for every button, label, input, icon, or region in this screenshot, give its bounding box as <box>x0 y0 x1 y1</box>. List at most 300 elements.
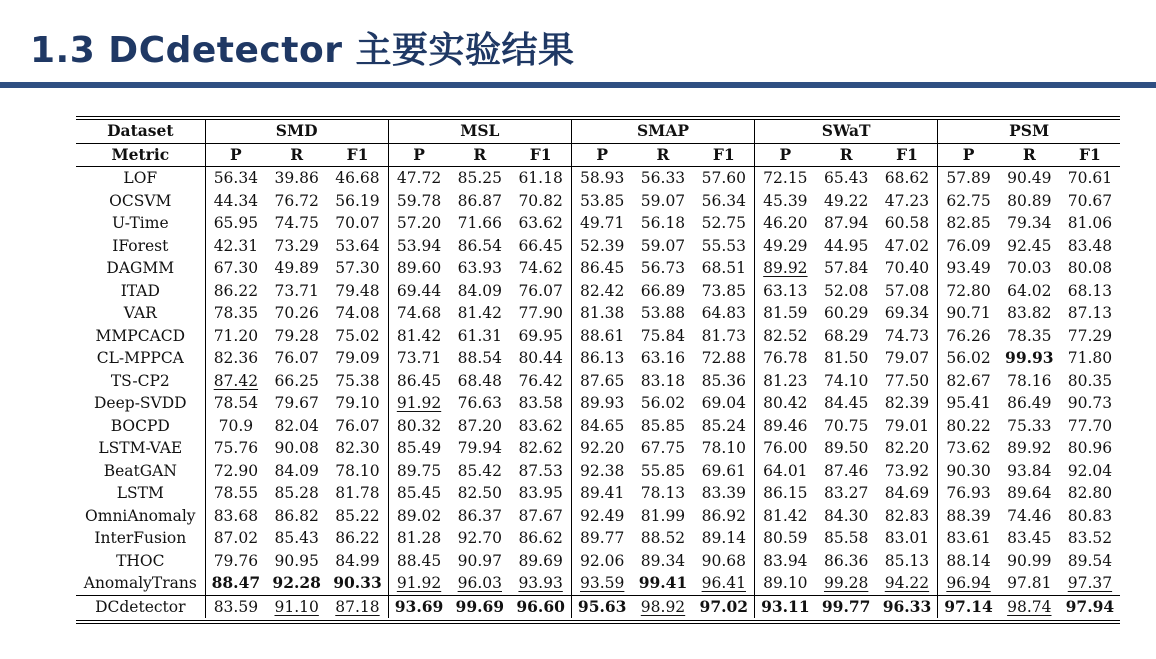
metric-value <box>877 550 938 573</box>
metric-value <box>694 437 755 460</box>
metric-value-text: 63.93 <box>457 259 502 278</box>
metric-value-text: 73.92 <box>884 461 930 480</box>
metric-value <box>327 505 388 528</box>
metric-value <box>694 167 755 190</box>
metric-value-text: 98.74 <box>1007 597 1052 616</box>
metric-value-text: 92.70 <box>457 529 502 548</box>
metric-r: R <box>999 143 1060 167</box>
metric-value <box>999 415 1060 438</box>
metric-value-text: 92.49 <box>580 506 625 525</box>
metric-value <box>755 572 816 595</box>
metric-value <box>449 482 510 505</box>
metric-value-text: 76.78 <box>763 349 808 368</box>
metric-value-text: 52.08 <box>823 281 869 300</box>
metric-value <box>327 370 388 393</box>
metric-value <box>1060 392 1120 415</box>
metric-value <box>877 167 938 190</box>
metric-value <box>510 325 571 348</box>
metric-value-text: 89.02 <box>396 506 442 525</box>
metric-value-text: 82.36 <box>213 349 259 368</box>
model-name: InterFusion <box>94 529 187 548</box>
metric-value-text: 93.59 <box>580 574 625 593</box>
metric-value <box>1060 527 1120 550</box>
metric-value-text: 82.83 <box>884 506 930 525</box>
metric-value-text: 84.69 <box>884 484 930 503</box>
metric-value <box>632 347 693 370</box>
metric-value-text: 87.67 <box>518 506 563 525</box>
metric-value <box>694 460 755 483</box>
table-row <box>76 482 1120 505</box>
table-row <box>76 460 1120 483</box>
metric-value <box>449 437 510 460</box>
metric-value <box>266 550 327 573</box>
metric-value <box>571 212 632 235</box>
metric-value <box>755 167 816 190</box>
metric-value-text: 83.48 <box>1067 236 1113 255</box>
metric-value <box>755 280 816 303</box>
metric-value-text: 52.75 <box>701 214 746 233</box>
metric-value <box>632 595 693 618</box>
metric-value <box>205 527 266 550</box>
metric-value <box>266 437 327 460</box>
metric-value-text: 86.87 <box>457 191 502 210</box>
metric-value-text: 57.60 <box>701 169 746 188</box>
metric-value-text: 68.62 <box>884 169 930 188</box>
metric-value-text: 77.70 <box>1067 416 1113 435</box>
results-table-container <box>76 116 1120 624</box>
model-name: THOC <box>116 551 165 570</box>
model-name: TS-CP2 <box>110 371 170 390</box>
metric-value <box>510 460 571 483</box>
metric-value-text: 49.22 <box>823 191 869 210</box>
metric-value-text: 87.02 <box>213 529 259 548</box>
metric-value-text: 68.29 <box>823 326 869 345</box>
metric-value <box>632 302 693 325</box>
metric-value <box>510 392 571 415</box>
metric-value <box>266 302 327 325</box>
metric-value-text: 70.61 <box>1067 169 1113 188</box>
table-row <box>76 280 1120 303</box>
metric-value <box>449 370 510 393</box>
metric-value <box>816 257 877 280</box>
metric-f1: F1 <box>694 143 755 167</box>
metric-value <box>205 460 266 483</box>
metric-value-text: 99.28 <box>823 574 869 593</box>
metric-value <box>877 257 938 280</box>
table-row <box>76 415 1120 438</box>
metric-value <box>816 595 877 618</box>
metric-value-text: 72.80 <box>946 281 991 300</box>
metric-value <box>877 595 938 618</box>
metric-value-text: 81.28 <box>396 529 442 548</box>
metric-value-text: 99.69 <box>455 596 505 616</box>
metric-value-text: 82.20 <box>884 439 930 458</box>
metric-value-text: 47.72 <box>396 169 442 188</box>
model-name: LSTM <box>116 484 164 503</box>
metric-value <box>999 370 1060 393</box>
metric-value-text: 75.02 <box>335 326 380 345</box>
metric-value <box>571 190 632 213</box>
metric-value-text: 74.73 <box>884 326 930 345</box>
metric-value <box>510 437 571 460</box>
metric-value-text: 89.50 <box>823 439 869 458</box>
metric-value-text: 76.63 <box>457 394 502 413</box>
metric-value-text: 83.94 <box>763 551 808 570</box>
metric-value-text: 64.02 <box>1007 281 1052 300</box>
metric-value-text: 87.13 <box>1067 304 1113 323</box>
metric-value-text: 97.02 <box>699 596 749 616</box>
metric-value-text: 81.42 <box>763 506 808 525</box>
metric-value <box>1060 302 1120 325</box>
metric-value-text: 89.64 <box>1007 484 1052 503</box>
metric-value-text: 92.20 <box>580 439 625 458</box>
metric-value <box>632 437 693 460</box>
metric-value <box>999 167 1060 190</box>
metric-value-text: 81.99 <box>640 506 686 525</box>
model-name: BeatGAN <box>103 461 177 480</box>
metric-value-text: 84.30 <box>823 506 869 525</box>
metric-value <box>816 212 877 235</box>
metric-value <box>755 302 816 325</box>
metric-value-text: 74.10 <box>823 371 869 390</box>
metric-value-text: 69.34 <box>884 304 930 323</box>
metric-value <box>327 572 388 595</box>
metric-value-text: 76.09 <box>946 236 991 255</box>
metric-value <box>266 212 327 235</box>
metric-value <box>999 460 1060 483</box>
metric-value-text: 59.78 <box>396 191 442 210</box>
metric-value-text: 76.07 <box>518 281 563 300</box>
metric-value-text: 57.30 <box>335 259 380 278</box>
metric-value <box>449 527 510 550</box>
metric-value <box>632 572 693 595</box>
metric-value-text: 76.42 <box>518 371 563 390</box>
metric-value-text: 67.30 <box>213 259 259 278</box>
metric-value <box>327 347 388 370</box>
model-name: BOCPD <box>110 416 170 435</box>
metric-value <box>571 595 632 618</box>
metric-value-text: 84.99 <box>335 551 380 570</box>
metric-value-text: 74.75 <box>274 214 319 233</box>
table-bottom-rule-inner <box>76 623 1120 624</box>
metric-value <box>816 415 877 438</box>
table-row <box>76 550 1120 573</box>
metric-value-text: 86.45 <box>580 259 625 278</box>
metric-value <box>510 212 571 235</box>
metric-value <box>632 550 693 573</box>
metric-value <box>999 302 1060 325</box>
dataset-smap: SMAP <box>571 120 754 143</box>
metric-value <box>694 257 755 280</box>
metric-value <box>816 370 877 393</box>
metric-value <box>816 347 877 370</box>
metric-value <box>571 527 632 550</box>
metric-value <box>938 302 999 325</box>
metric-value-text: 70.26 <box>274 304 319 323</box>
metric-value-text: 76.07 <box>335 416 380 435</box>
metric-value-text: 85.22 <box>335 506 380 525</box>
metric-value-text: 75.38 <box>335 371 380 390</box>
metric-value <box>694 482 755 505</box>
metric-value <box>755 190 816 213</box>
metric-value-text: 76.72 <box>274 191 319 210</box>
metric-value-text: 81.50 <box>823 349 869 368</box>
metric-value-text: 69.61 <box>701 461 746 480</box>
metric-value <box>694 325 755 348</box>
title-divider <box>0 82 1156 88</box>
metric-value-text: 44.34 <box>213 191 259 210</box>
metric-value <box>388 415 449 438</box>
metric-value-text: 97.94 <box>1065 596 1115 616</box>
metric-value-text: 89.10 <box>763 574 808 593</box>
metric-value <box>877 392 938 415</box>
metric-value <box>694 572 755 595</box>
metric-value-text: 87.42 <box>213 371 259 390</box>
metric-value <box>999 437 1060 460</box>
metric-value <box>632 370 693 393</box>
metric-value <box>388 190 449 213</box>
metric-value-text: 70.67 <box>1067 191 1113 210</box>
metric-value <box>816 280 877 303</box>
metric-value <box>266 257 327 280</box>
metric-value-text: 97.14 <box>944 596 993 616</box>
metric-value <box>266 482 327 505</box>
metric-value-text: 64.83 <box>701 304 746 323</box>
table-row <box>76 325 1120 348</box>
metric-value <box>205 370 266 393</box>
metric-value <box>388 370 449 393</box>
metric-value <box>877 302 938 325</box>
metric-value <box>877 572 938 595</box>
metric-value <box>999 595 1060 618</box>
dataset-msl: MSL <box>388 120 571 143</box>
metric-value-text: 73.29 <box>274 236 319 255</box>
metric-value-text: 53.88 <box>640 304 686 323</box>
metric-value-text: 83.58 <box>518 394 563 413</box>
metric-value-text: 66.89 <box>640 281 686 300</box>
metric-value-text: 49.71 <box>580 214 625 233</box>
metric-value-text: 79.09 <box>335 349 380 368</box>
metric-value-text: 86.13 <box>580 349 625 368</box>
metric-value <box>938 572 999 595</box>
metric-value-text: 56.34 <box>213 169 259 188</box>
metric-value <box>327 482 388 505</box>
metric-value <box>999 550 1060 573</box>
dataset-header-row <box>76 120 1120 143</box>
table-row <box>76 167 1120 190</box>
metric-value-text: 79.34 <box>1007 214 1052 233</box>
metric-value <box>816 482 877 505</box>
metric-value-text: 53.94 <box>396 236 442 255</box>
metric-value-text: 80.44 <box>518 349 563 368</box>
metric-value-text: 57.20 <box>396 214 442 233</box>
metric-value <box>938 460 999 483</box>
metric-value <box>1060 550 1120 573</box>
metric-value <box>449 572 510 595</box>
metric-value <box>388 505 449 528</box>
metric-value-text: 53.85 <box>580 191 625 210</box>
metric-value-text: 95.63 <box>577 596 627 616</box>
metric-value <box>938 257 999 280</box>
metric-value-text: 81.38 <box>580 304 625 323</box>
metric-value-text: 83.82 <box>1007 304 1052 323</box>
model-name: LSTM-VAE <box>98 439 183 458</box>
metric-value <box>571 505 632 528</box>
metric-value <box>449 235 510 258</box>
metric-value-text: 84.65 <box>580 416 625 435</box>
metric-value-text: 82.52 <box>763 326 808 345</box>
metric-value-text: 57.89 <box>946 169 991 188</box>
metric-value <box>816 437 877 460</box>
metric-value-text: 92.28 <box>272 573 321 593</box>
metric-value <box>205 550 266 573</box>
metric-value <box>1060 235 1120 258</box>
results-body <box>76 167 1120 619</box>
metric-value-text: 86.36 <box>823 551 869 570</box>
metric-value <box>999 257 1060 280</box>
metric-value-text: 89.41 <box>580 484 625 503</box>
metric-value-text: 81.42 <box>457 304 502 323</box>
model-name: LOF <box>123 169 158 188</box>
metric-value-text: 61.18 <box>518 169 563 188</box>
metric-value <box>877 280 938 303</box>
metric-value-text: 85.42 <box>457 461 502 480</box>
metric-value <box>510 235 571 258</box>
metric-value <box>327 190 388 213</box>
metric-value <box>327 235 388 258</box>
metric-value <box>327 527 388 550</box>
metric-value-text: 78.54 <box>213 394 259 413</box>
metric-value-text: 81.73 <box>701 326 746 345</box>
metric-value <box>449 415 510 438</box>
metric-value-text: 84.09 <box>274 461 319 480</box>
metric-value-text: 65.95 <box>213 214 259 233</box>
metric-value <box>877 325 938 348</box>
metric-value <box>266 325 327 348</box>
metric-value <box>999 572 1060 595</box>
metric-value-text: 89.60 <box>396 259 442 278</box>
metric-value-text: 88.61 <box>580 326 625 345</box>
metric-value-text: 82.04 <box>274 416 319 435</box>
metric-value <box>510 415 571 438</box>
metric-value <box>999 190 1060 213</box>
metric-value-text: 89.93 <box>580 394 625 413</box>
metric-value <box>1060 505 1120 528</box>
metric-value-text: 86.22 <box>213 281 259 300</box>
metric-value-text: 96.94 <box>946 574 991 593</box>
metric-value <box>816 505 877 528</box>
metric-value-text: 82.67 <box>946 371 991 390</box>
metric-value-text: 44.95 <box>823 236 869 255</box>
metric-value-text: 81.78 <box>335 484 380 503</box>
metric-value <box>266 572 327 595</box>
metric-value <box>571 550 632 573</box>
metric-value-text: 90.97 <box>457 551 502 570</box>
metric-value <box>327 595 388 618</box>
model-name: OmniAnomaly <box>85 506 196 525</box>
metric-value-text: 88.52 <box>640 529 686 548</box>
metric-value <box>571 347 632 370</box>
metric-value-text: 85.45 <box>396 484 442 503</box>
metric-value-text: 73.71 <box>274 281 319 300</box>
metric-r: R <box>816 143 877 167</box>
metric-value-text: 89.34 <box>640 551 686 570</box>
table-top-rule <box>76 116 1120 117</box>
metric-value-text: 85.13 <box>884 551 930 570</box>
metric-value-text: 73.71 <box>396 349 442 368</box>
metric-value-text: 87.53 <box>518 461 563 480</box>
metric-value <box>266 167 327 190</box>
metric-value <box>388 460 449 483</box>
metric-value <box>755 235 816 258</box>
metric-value-text: 89.92 <box>1007 439 1052 458</box>
metric-value-text: 57.84 <box>823 259 869 278</box>
metric-value-text: 59.07 <box>640 191 686 210</box>
metric-value <box>999 527 1060 550</box>
metric-value-text: 77.50 <box>884 371 930 390</box>
metric-value <box>510 280 571 303</box>
metric-value-text: 83.52 <box>1067 529 1113 548</box>
metric-value <box>755 212 816 235</box>
metric-value <box>694 527 755 550</box>
metric-value <box>205 392 266 415</box>
metric-value-text: 84.45 <box>823 394 869 413</box>
metric-value-text: 89.75 <box>396 461 442 480</box>
metric-value-text: 80.59 <box>763 529 808 548</box>
metric-value-text: 52.39 <box>580 236 625 255</box>
metric-value <box>694 280 755 303</box>
metric-value-text: 76.00 <box>763 439 808 458</box>
metric-value <box>755 460 816 483</box>
metric-value <box>327 550 388 573</box>
metric-value <box>694 302 755 325</box>
metric-value <box>388 572 449 595</box>
metric-value <box>388 235 449 258</box>
metric-value <box>755 325 816 348</box>
metric-value <box>755 550 816 573</box>
metric-value-text: 80.22 <box>946 416 991 435</box>
metric-value <box>1060 460 1120 483</box>
metric-value-text: 81.59 <box>763 304 808 323</box>
metric-value-text: 94.22 <box>884 574 930 593</box>
metric-value-text: 69.95 <box>518 326 563 345</box>
metric-value-text: 83.61 <box>946 529 991 548</box>
metric-value-text: 81.23 <box>763 371 808 390</box>
metric-value <box>266 392 327 415</box>
metric-value-text: 90.73 <box>1067 394 1113 413</box>
metric-value-text: 70.82 <box>518 191 563 210</box>
metric-value-text: 56.19 <box>335 191 380 210</box>
metric-value <box>877 460 938 483</box>
metric-value-text: 90.95 <box>274 551 319 570</box>
metric-value <box>1060 325 1120 348</box>
metric-value-text: 88.45 <box>396 551 442 570</box>
metric-value <box>816 325 877 348</box>
metric-value <box>694 505 755 528</box>
metric-value <box>571 167 632 190</box>
model-name: DCdetector <box>76 595 205 618</box>
metric-value <box>632 527 693 550</box>
metric-value-text: 90.08 <box>274 439 319 458</box>
metric-value-text: 99.93 <box>1005 348 1054 368</box>
metric-value <box>877 370 938 393</box>
metric-value-text: 74.46 <box>1007 506 1052 525</box>
metric-value <box>1060 482 1120 505</box>
metric-value <box>327 460 388 483</box>
metric-value-text: 87.46 <box>823 461 869 480</box>
metric-value <box>510 595 571 618</box>
metric-value <box>327 167 388 190</box>
